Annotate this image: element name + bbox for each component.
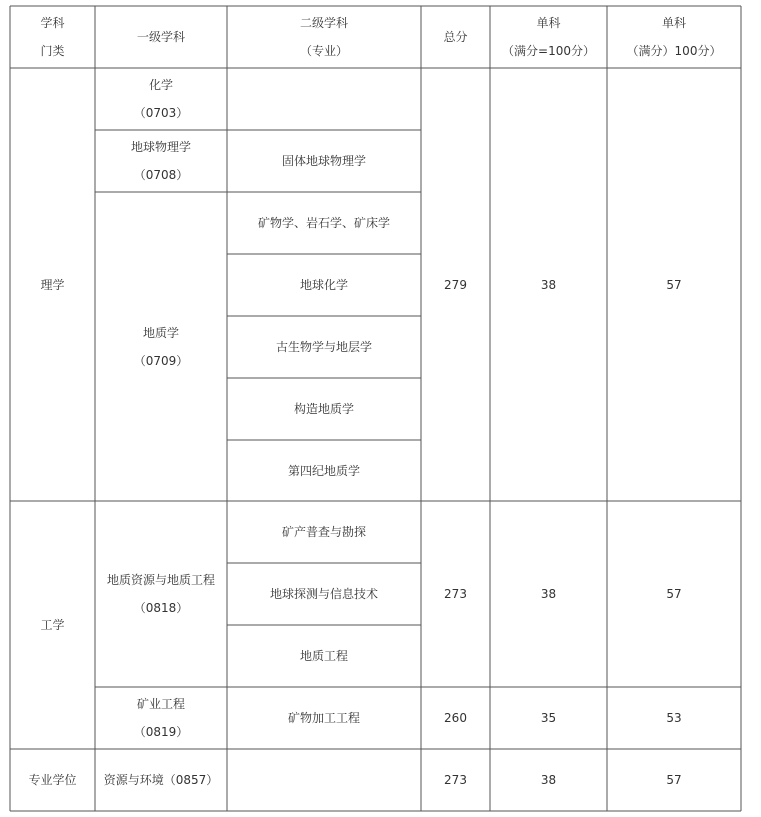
geores-sub-2: 地球探测与信息技术: [269, 587, 378, 601]
second-level-professional-empty: [227, 749, 421, 811]
header-second-level-line1: 二级学科: [299, 16, 348, 30]
second-level-geology-5: [227, 440, 421, 501]
geores-sub-3: 地质工程: [299, 649, 348, 663]
geores-single2-value: 57: [666, 587, 682, 601]
second-level-chemistry-empty: [227, 68, 421, 130]
second-level-geores-1: [227, 501, 421, 563]
geology-sub-2: 地球化学: [299, 278, 348, 292]
science-total: [421, 68, 490, 501]
header-single1: [490, 6, 607, 68]
first-level-geores: [95, 501, 227, 687]
header-single1-line1: 单科: [536, 16, 561, 30]
category-engineering: [10, 501, 95, 749]
science-total-value: 279: [444, 277, 467, 292]
category-science-label: 理学: [40, 277, 65, 292]
second-level-geology-4: [227, 378, 421, 440]
header-second-level-line2: （专业）: [299, 44, 348, 58]
geores-code: （0818）: [133, 601, 189, 615]
professional-first-level: 资源与环境（0857）: [103, 773, 219, 787]
mining-code: （0819）: [133, 725, 189, 739]
professional-single1-value: 38: [540, 773, 557, 787]
header-single1-line2: （满分=100分）: [502, 44, 595, 58]
geology-sub-5: 第四纪地质学: [287, 463, 360, 478]
second-level-geophysics: [227, 130, 421, 192]
category-professional: [10, 749, 95, 811]
mining-single2: [607, 687, 741, 749]
chemistry-name: 化学: [148, 78, 173, 92]
professional-total-value: 273: [444, 773, 467, 787]
second-level-mining: [227, 687, 421, 749]
second-level-geores-2: [227, 563, 421, 625]
header-category-line1: 学科: [40, 16, 65, 30]
first-level-geology: [95, 192, 227, 501]
geology-sub-3: 古生物学与地层学: [275, 340, 372, 354]
geores-single1: [490, 501, 607, 687]
header-single2: [607, 6, 741, 68]
first-level-mining: [95, 687, 227, 749]
chemistry-code: （0703）: [133, 106, 189, 120]
science-single2-value: 57: [666, 277, 682, 292]
header-first-level-label: 一级学科: [136, 30, 185, 44]
mining-name: 矿业工程: [136, 697, 185, 711]
category-engineering-label: 工学: [40, 618, 65, 632]
header-total: [421, 6, 490, 68]
professional-single2: [607, 749, 741, 811]
second-level-geology-2: [227, 254, 421, 316]
header-second-level: [227, 6, 421, 68]
header-total-label: 总分: [443, 30, 468, 44]
second-level-geores-3: [227, 625, 421, 687]
mining-single1: [490, 687, 607, 749]
header-first-level: [95, 6, 227, 68]
mining-single2-value: 53: [666, 711, 682, 725]
mining-total-value: 260: [444, 711, 467, 725]
geology-code: （0709）: [133, 353, 189, 368]
geores-single2: [607, 501, 741, 687]
professional-total: [421, 749, 490, 811]
science-single2: [607, 68, 741, 501]
science-single1-value: 38: [540, 277, 557, 292]
science-single1: [490, 68, 607, 501]
header-category-line2: 门类: [40, 44, 65, 58]
professional-single1: [490, 749, 607, 811]
header-category: [10, 6, 95, 68]
mining-total: [421, 687, 490, 749]
geores-total: [421, 501, 490, 687]
header-single2-line1: 单科: [661, 16, 686, 30]
mining-single1-value: 35: [540, 711, 557, 725]
geophysics-sub: 固体地球物理学: [281, 154, 366, 168]
geology-sub-4: 构造地质学: [293, 402, 354, 416]
header-single2-line2: （满分）100分）: [626, 44, 722, 58]
geores-total-value: 273: [444, 587, 467, 601]
professional-single2-value: 57: [666, 773, 682, 787]
first-level-geophysics: [95, 130, 227, 192]
geophysics-name: 地球物理学: [130, 140, 191, 154]
geology-sub-1: 矿物学、岩石学、矿床学: [257, 216, 390, 230]
mining-sub: 矿物加工工程: [287, 711, 360, 725]
category-professional-label: 专业学位: [28, 773, 77, 787]
geology-name: 地质学: [142, 325, 179, 340]
category-science: [10, 68, 95, 501]
first-level-chemistry: [95, 68, 227, 130]
geores-name: 地质资源与地质工程: [106, 573, 215, 587]
geores-sub-1: 矿产普查与勘探: [281, 525, 366, 539]
geophysics-code: （0708）: [133, 168, 189, 182]
second-level-geology-3: [227, 316, 421, 378]
geores-single1-value: 38: [540, 587, 557, 601]
second-level-geology-1: [227, 192, 421, 254]
first-level-professional: [95, 749, 227, 811]
